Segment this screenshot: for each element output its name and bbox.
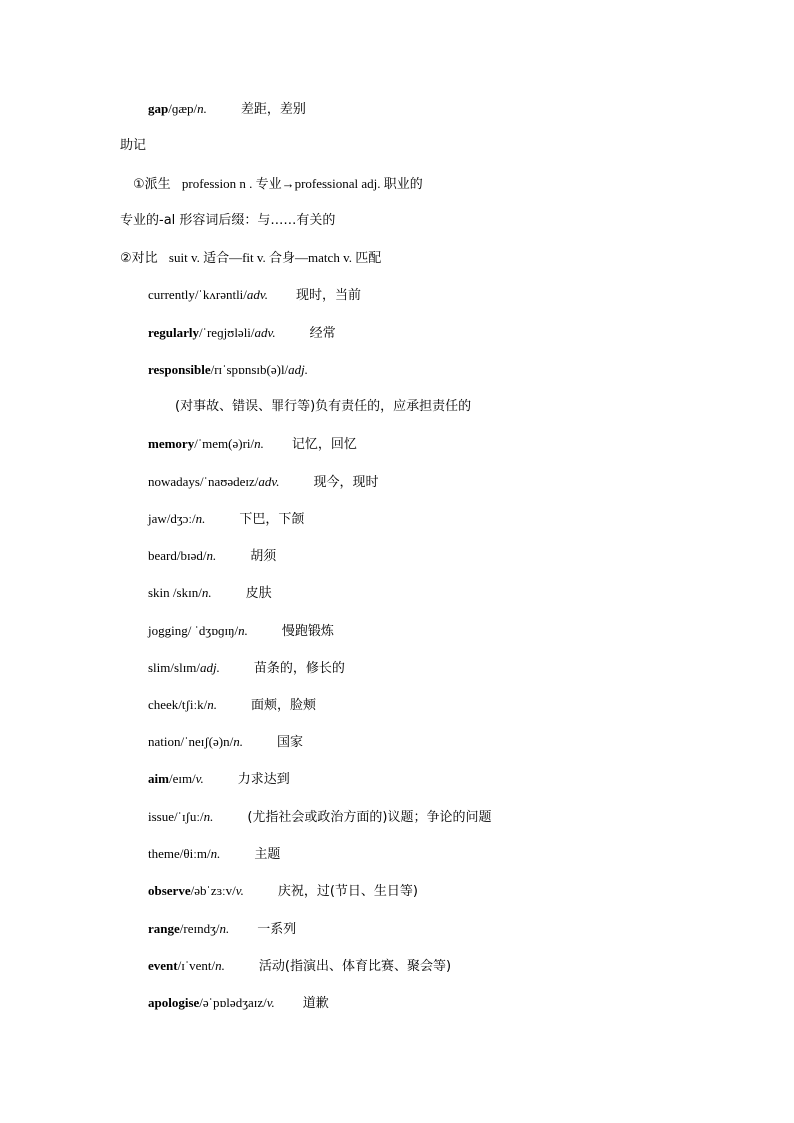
entry-pos: n. <box>207 697 217 712</box>
entry-meaning: 道歉 <box>302 996 329 1011</box>
vocab-entry-range <box>148 921 296 938</box>
entry-pos: n. <box>201 585 212 600</box>
entry-word: gap <box>148 101 169 116</box>
entry-meaning: 胡须 <box>250 549 277 564</box>
mnemonic-derive <box>133 176 423 193</box>
entry-phonetic: /θiːm/ <box>179 846 211 861</box>
entry-phonetic: /əˈpɒlədʒaɪz/ <box>199 995 267 1010</box>
entry-pos: n. <box>197 101 207 116</box>
entry-word: apologise <box>148 995 200 1010</box>
entry-pos: adv. <box>254 325 276 340</box>
entry-meaning: 庆祝，过(节日、生日等) <box>277 884 418 899</box>
entry-phonetic: /ˈneɪʃ(ə)n/ <box>180 734 234 749</box>
entry-meaning: 经常 <box>309 326 336 341</box>
entry-word: memory <box>148 436 195 451</box>
entry-word: nowadays <box>148 474 200 489</box>
entry-phonetic: /skɪn/ <box>172 585 202 600</box>
entry-word: nation <box>148 734 181 749</box>
entry-word: event <box>148 958 178 973</box>
mnemonic-derive-cont: 专业的-al 形容词后缀：与……有关的 <box>120 213 336 228</box>
entry-meaning: (尤指社会或政治方面的)议题；争论的问题 <box>247 810 492 825</box>
entry-meaning: 现今，现时 <box>313 475 379 490</box>
mnemonic-contrast <box>120 250 381 267</box>
entry-meaning: 下巴，下颌 <box>239 512 305 527</box>
entry-phonetic: /slɪm/ <box>170 660 201 675</box>
vocab-entry-theme <box>148 846 280 863</box>
entry-phonetic: /ˈkʌrəntli/ <box>194 287 247 302</box>
derive-text: profession n . 专业→professional adj. 职业的 <box>178 176 423 191</box>
entry-phonetic: /dʒɔː/ <box>166 511 196 526</box>
entry-pos: adj. <box>288 362 309 377</box>
entry-pos: adv. <box>246 287 268 302</box>
entry-phonetic: /tʃiːk/ <box>178 697 208 712</box>
entry-phonetic: / ˈdʒɒɡɪŋ/ <box>187 623 239 638</box>
entry-pos: n. <box>219 921 230 936</box>
contrast-text: suit v. 适合—fit v. 合身—match v. 匹配 <box>165 250 382 265</box>
vocab-entry-nowadays <box>148 474 378 491</box>
entry-pos: v. <box>235 883 244 898</box>
entry-pos: n. <box>233 734 243 749</box>
entry-phonetic: /reɪndʒ/ <box>179 921 220 936</box>
entry-phonetic: /eɪm/ <box>168 771 196 786</box>
entry-meaning: 记忆，回忆 <box>291 437 357 452</box>
entry-word: cheek <box>148 697 179 712</box>
entry-word: jogging <box>148 623 188 638</box>
vocab-entry-beard <box>148 548 276 565</box>
vocab-entry-skin <box>148 585 272 602</box>
entry-pos: n. <box>210 846 221 861</box>
vocab-entry-cheek <box>148 697 316 714</box>
entry-word: slim <box>148 660 171 675</box>
entry-phonetic: /ˈnaʊədeɪz/ <box>200 474 259 489</box>
vocab-entry-responsible <box>148 362 308 378</box>
entry-word: aim <box>148 771 169 786</box>
entry-pos: adj. <box>200 660 220 675</box>
vocab-entry-currently <box>148 287 361 304</box>
entry-meaning: 一系列 <box>257 922 297 937</box>
entry-meaning: 力求达到 <box>237 772 290 787</box>
derive-label: ①派生 <box>133 177 171 192</box>
entry-word: observe <box>148 883 191 898</box>
entry-word: skin <box>148 585 173 600</box>
entry-word: regularly <box>148 325 200 340</box>
entry-pos: v. <box>195 771 204 786</box>
entry-meaning: 活动(指演出、体育比赛、聚会等) <box>258 959 452 974</box>
entry-phonetic: /ɡæp/ <box>168 101 198 116</box>
vocab-entry-event <box>148 958 451 975</box>
vocab-entry-jaw <box>148 511 304 528</box>
vocab-entry-aim <box>148 771 290 788</box>
entry-word: theme <box>148 846 180 861</box>
entry-meaning: 国家 <box>276 735 303 750</box>
entry-pos: v. <box>266 995 275 1010</box>
entry-meaning: 主题 <box>254 847 281 862</box>
entry-pos: n. <box>215 958 225 973</box>
entry-pos: n. <box>195 511 206 526</box>
responsible-meaning: (对事故、错误、罪行等)负有责任的，应承担责任的 <box>175 399 472 414</box>
entry-meaning: 现时，当前 <box>295 288 361 303</box>
vocab-entry-observe <box>148 883 418 900</box>
entry-meaning: 差距，差别 <box>240 102 306 117</box>
entry-phonetic: /ɪˈvent/ <box>177 958 216 973</box>
vocab-entry-issue <box>148 809 492 826</box>
entry-word: range <box>148 921 180 936</box>
entry-pos: n. <box>238 623 248 638</box>
entry-pos: n. <box>206 548 217 563</box>
vocab-entry-memory <box>148 436 357 453</box>
vocab-entry-slim <box>148 660 345 677</box>
entry-phonetic: /ˈreɡjʊləli/ <box>199 325 255 340</box>
entry-word: currently <box>148 287 195 302</box>
entry-meaning: 面颊，脸颊 <box>250 698 316 713</box>
vocab-entry-gap <box>148 101 306 118</box>
entry-meaning: 皮肤 <box>245 586 272 601</box>
entry-meaning: 慢跑锻炼 <box>281 624 334 639</box>
entry-phonetic: /ˈɪʃuː/ <box>174 809 204 824</box>
entry-word: responsible <box>148 362 211 377</box>
entry-meaning: 苗条的，修长的 <box>253 661 345 676</box>
entry-word: issue <box>148 809 174 824</box>
contrast-label: ②对比 <box>120 251 158 266</box>
entry-pos: adv. <box>258 474 280 489</box>
vocab-entry-jogging <box>148 623 334 640</box>
entry-word: jaw <box>148 511 167 526</box>
vocab-entry-nation <box>148 734 303 751</box>
vocab-entry-regularly <box>148 325 336 342</box>
entry-phonetic: /ˈmem(ə)ri/ <box>194 436 255 451</box>
entry-phonetic: /bɪəd/ <box>176 548 207 563</box>
entry-pos: n. <box>254 436 264 451</box>
mnemonic-heading: 助记 <box>120 138 147 153</box>
entry-phonetic: /əbˈzɜːv/ <box>190 883 236 898</box>
entry-pos: n. <box>203 809 214 824</box>
vocab-entry-apologise <box>148 995 329 1012</box>
entry-word: beard <box>148 548 177 563</box>
entry-phonetic: /rɪˈspɒnsɪb(ə)l/ <box>210 362 289 377</box>
